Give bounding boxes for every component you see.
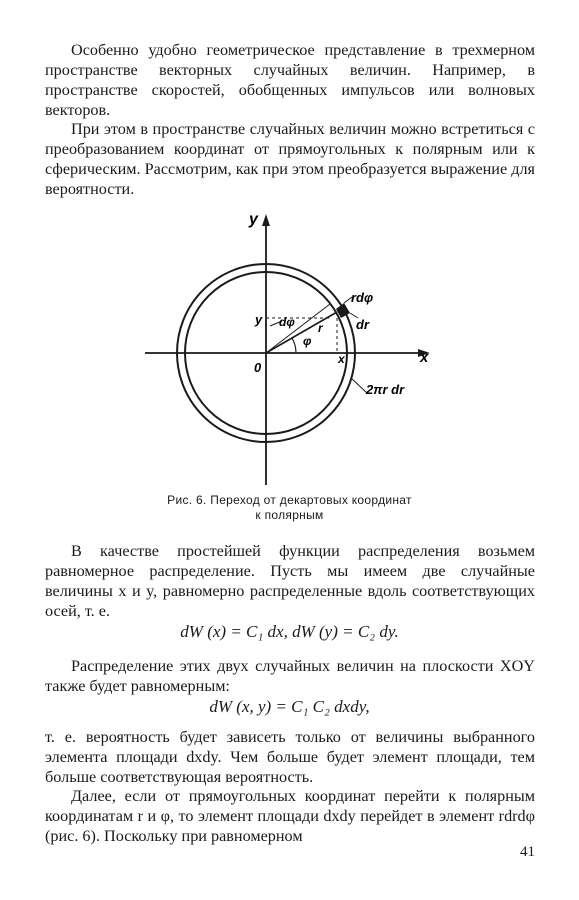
paragraph-3: В качестве простейшей функции распределения возьмем равномерное распределение. Пусть мы имеем две случайные величины x и y, равномерно распределенные вдоль соответствующих осей, т. е. bbox=[45, 542, 535, 620]
dphi-inner-label: dφ bbox=[279, 315, 295, 329]
formula-2: dW (x, y) = C₁ C₂ dxdy, bbox=[209, 697, 370, 716]
paragraph-4: Распределение этих двух случайных величин на плоскости XOY также будет равномерным: bbox=[45, 657, 535, 695]
paragraph-2: При этом в пространстве случайных величин можно встретиться с преобразованием координат от прямоугольных к полярным или к сферическим. Рассмотрим, как при этом преобразуется выражение для вероятности. bbox=[45, 120, 535, 198]
ring-pointer bbox=[351, 378, 367, 393]
paragraph-5: т. е. вероятность будет зависеть только от величины выбранного элемента площади dxdy. Чем больше будет элемент площади, тем больше соответствующая вероятность. bbox=[45, 728, 535, 786]
formula-1: dW (x) = C₁ dx, dW (y) = C₂ dy. bbox=[180, 622, 399, 641]
origin-label: 0 bbox=[254, 360, 262, 375]
caption-line-1: Рис. 6. Переход от декартовых координат bbox=[167, 493, 412, 507]
y-axis-label: y bbox=[249, 211, 258, 228]
paragraph-1: Особенно удобно геометрическое представление в трехмерном пространстве векторных случайных величин. Например, в пространстве скоростей, обобщенных импульсов или волновых векторов. bbox=[45, 41, 535, 119]
figure-caption bbox=[0, 493, 579, 523]
page-number: 41 bbox=[520, 844, 535, 860]
y-axis-arrow bbox=[262, 214, 270, 226]
x-tick-label: x bbox=[338, 352, 345, 366]
rdphi-label: rdφ bbox=[351, 290, 374, 305]
phi-label: φ bbox=[303, 334, 312, 348]
r-label: r bbox=[318, 321, 323, 335]
phi-arc bbox=[292, 338, 296, 353]
ring-label: 2πr dr bbox=[366, 382, 405, 397]
polar-coordinates-figure bbox=[0, 200, 579, 500]
caption-line-2: к полярным bbox=[255, 508, 324, 522]
x-axis-label: x bbox=[420, 349, 429, 366]
paragraph-6: Далее, если от прямоугольных координат перейти к полярным координатам r и φ, то элемент площади dxdy перейдет в элемент rdrdφ (рис. 6). Поскольку при равномерном bbox=[45, 787, 535, 845]
y-tick-label: y bbox=[255, 312, 263, 327]
dr-label: dr bbox=[356, 317, 369, 332]
